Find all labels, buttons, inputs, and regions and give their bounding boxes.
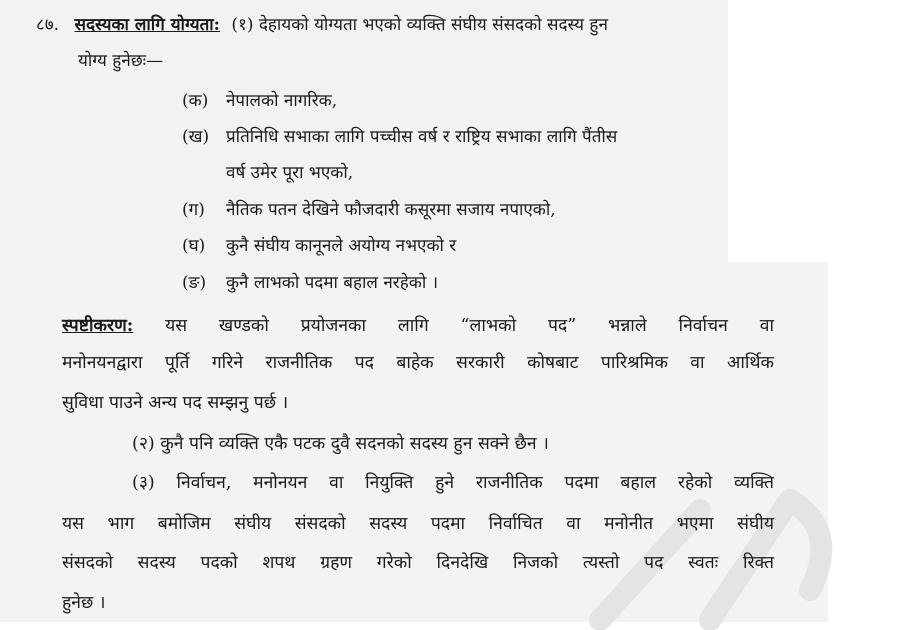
- explanation-label: स्पष्टीकरण:: [62, 316, 134, 336]
- explanation-line-2: मनोनयनद्वारा पूर्ति गरिने राजनीतिक पद बाहेक सरकारी कोषबाट पारिश्रमिक वा आर्थिक: [62, 353, 774, 373]
- clause-3-line-1: (३) निर्वाचन, मनोनयन वा नियुक्ति हुने राजनीतिक पदमा बहाल रहेको व्यक्ति: [132, 473, 774, 493]
- item-marker: (ग): [182, 200, 205, 220]
- list-item: [182, 199, 556, 221]
- intro-line-2: योग्य हुनेछः—: [78, 51, 164, 71]
- item-marker: (ख): [182, 127, 210, 147]
- item-text: नैतिक पतन देखिने फौजदारी कसूरमा सजाय नपाएको,: [226, 200, 556, 220]
- list-item: [182, 272, 438, 294]
- clause-2: (२) कुनै पनि व्यक्ति एकै पटक दुवै सदनको सदस्य हुन सक्ने छैन ।: [132, 434, 549, 454]
- list-item: [182, 235, 456, 257]
- explanation-line-3: सुविधा पाउने अन्य पद सम्झनु पर्छ ।: [62, 393, 289, 413]
- section-heading-line: [36, 14, 608, 36]
- section-heading: सदस्यका लागि योग्यता:: [74, 15, 220, 35]
- clause-3-line-4: हुनेछ ।: [62, 593, 106, 613]
- explanation-line-1: [62, 315, 774, 337]
- explanation-text-1: यस खण्डको प्रयोजनका लागि “लाभको पद” भन्नाले निर्वाचन वा: [165, 316, 774, 336]
- intro-line-1: (१) देहायको योग्यता भएको व्यक्ति संघीय संसदको सदस्य हुन: [231, 15, 608, 35]
- item-text: कुनै लाभको पदमा बहाल नरहेको ।: [226, 273, 439, 293]
- item-text: वर्ष उमेर पूरा भएको,: [226, 163, 354, 183]
- item-text: नेपालको नागरिक,: [226, 91, 338, 111]
- item-text: कुनै संघीय कानूनले अयोग्य नभएको र: [226, 236, 457, 256]
- clause-3-line-2: यस भाग बमोजिम संघीय संसदको सदस्य पदमा निर्वाचित वा मनोनीत भएमा संघीय: [62, 514, 774, 534]
- section-number: ८७.: [36, 15, 60, 35]
- list-item: [182, 126, 617, 148]
- item-marker: (क): [182, 91, 209, 111]
- item-text: प्रतिनिधि सभाका लागि पच्चीस वर्ष र राष्ट्रिय सभाका लागि पैंतीस: [226, 127, 618, 147]
- item-marker: (ङ): [182, 273, 207, 293]
- item-marker: (घ): [182, 236, 206, 256]
- list-item: [182, 90, 337, 112]
- list-item: [182, 162, 353, 184]
- clause-3-line-3: संसदको सदस्य पदको शपथ ग्रहण गरेको दिनदेखि निजको त्यस्तो पद स्वतः रिक्त: [62, 553, 774, 573]
